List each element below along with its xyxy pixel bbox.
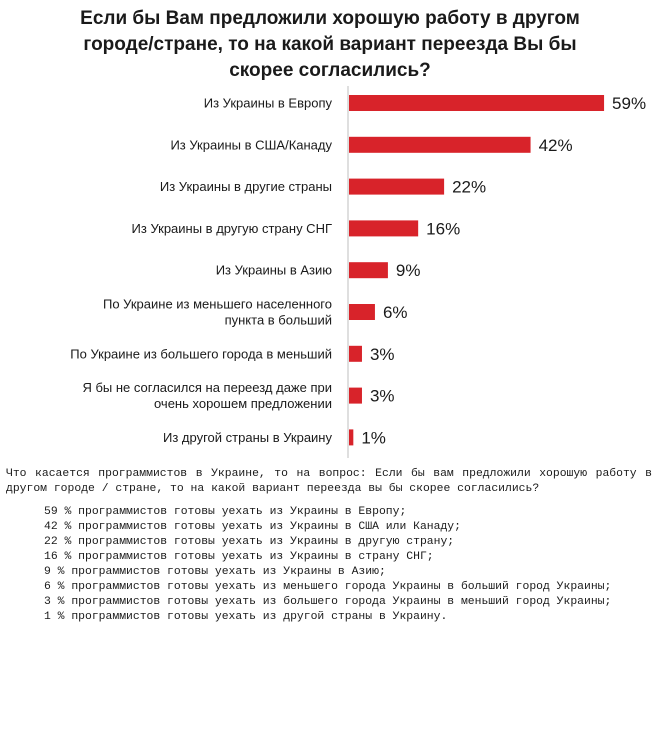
bar	[349, 137, 531, 153]
category-label: По Украине из большего города в меньший	[70, 346, 332, 362]
category-label: Из Украины в США/Канаду	[170, 137, 332, 153]
value-label: 3%	[369, 344, 395, 364]
stat-item: 6 % программистов готовы уехать из меньшего города Украины в больший город Украины;	[44, 581, 612, 593]
bar	[349, 388, 362, 404]
value-label: 42%	[538, 135, 573, 155]
value-label: 3%	[369, 386, 395, 406]
stat-item: 9 % программистов готовы уехать из Украины в Азию;	[44, 566, 386, 578]
value-label: 22%	[452, 177, 487, 197]
description-text	[6, 467, 652, 625]
stat-item: 1 % программистов готовы уехать из другой страны в Украину.	[44, 611, 448, 623]
category-label: Из Украины в другую страну СНГ	[131, 220, 332, 236]
bar	[349, 304, 375, 320]
stat-item: 59 % программистов готовы уехать из Украины в Европу;	[44, 506, 407, 518]
stat-item: 3 % программистов готовы уехать из большего города Украины в меньший город Украины;	[44, 596, 612, 608]
category-label: очень хорошем предложении	[153, 396, 332, 412]
value-label: 6%	[382, 303, 408, 322]
category-label: Из другой страны в Украину	[163, 429, 332, 445]
bar	[349, 429, 353, 445]
stat-item: 22 % программистов готовы уехать из Украины в другую страну;	[44, 536, 455, 548]
category-label: Из Украины в Европу	[203, 95, 332, 111]
value-label: 16%	[426, 219, 461, 239]
value-label: 9%	[395, 261, 421, 281]
bar	[349, 179, 444, 195]
bars-group	[70, 94, 646, 447]
bar	[349, 346, 362, 362]
category-label: Я бы не согласился на переезд даже при	[82, 380, 332, 396]
bar	[349, 95, 604, 111]
value-label: 1%	[361, 428, 386, 448]
intro-paragraph: Что касается программистов в Украине, то на вопрос: Если бы вам предложили хорошую работу в другом городе / стране, то на какой вариант переезда вы бы скорее согласились?	[6, 468, 652, 495]
bar	[349, 262, 388, 278]
stat-item: 42 % программистов готовы уехать из Украины в США или Канаду;	[44, 521, 461, 533]
category-label: Из Украины в Азию	[215, 262, 332, 278]
bar	[349, 220, 418, 236]
category-label: пункта в больший	[224, 312, 332, 328]
chart-title: Если бы Вам предложили хорошую работу в другом городе/стране, то на какой вариант переезда Вы бы скорее согласились?	[80, 8, 580, 81]
stats-list	[6, 505, 652, 625]
stat-item: 16 % программистов готовы уехать из Украины в страну СНГ;	[44, 551, 434, 563]
category-label: По Украине из меньшего населенного	[103, 296, 332, 312]
category-label: Из Украины в другие страны	[159, 179, 332, 195]
value-label: 59%	[612, 94, 647, 113]
